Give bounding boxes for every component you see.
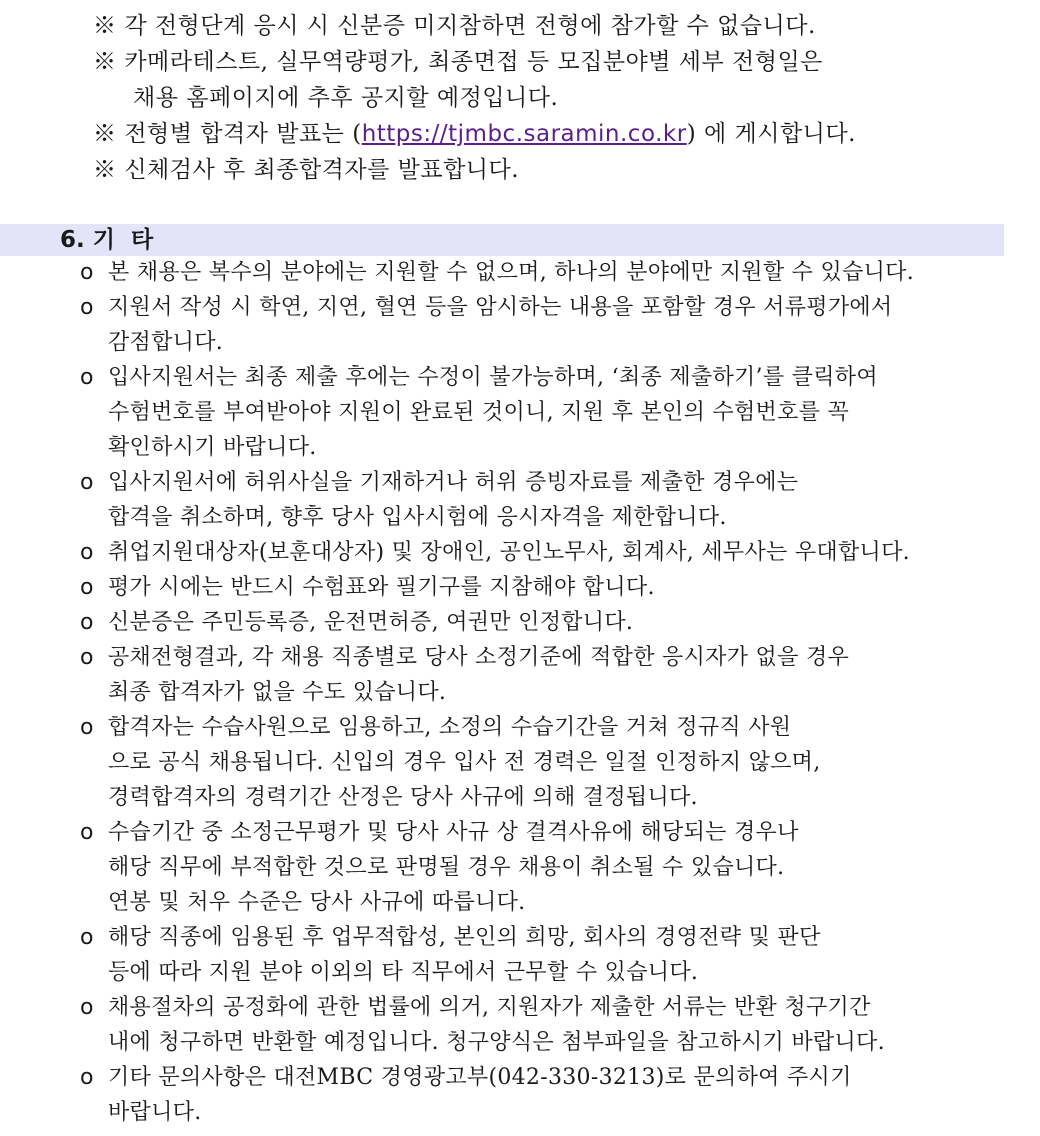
item-text-line: 입사지원서는 최종 제출 후에는 수정이 불가능하며, ‘최종 제출하기’를 클릭하여 — [108, 365, 878, 390]
other-items-list — [80, 255, 1030, 1130]
list-item — [80, 570, 1030, 605]
list-item — [80, 815, 1030, 920]
item-text-line: 연봉 및 처우 수준은 당사 사규에 따릅니다. — [108, 890, 526, 915]
list-item — [80, 640, 1030, 710]
item-text-line: 확인하시기 바랍니다. — [108, 435, 317, 460]
notice-notes — [93, 8, 1013, 188]
item-text-line: 으로 공식 채용됩니다. 신입의 경우 입사 전 경력은 일절 인정하지 않으며, — [108, 750, 821, 775]
section-title: 6. 기 타 — [60, 227, 154, 253]
list-item — [80, 710, 1030, 815]
bullet-mark: o — [80, 575, 94, 600]
item-text-line: 감점합니다. — [108, 330, 224, 355]
item-text-line: 수습기간 중 소정근무평가 및 당사 사규 상 결격사유에 해당되는 경우나 — [108, 820, 799, 845]
note-line — [93, 152, 1013, 188]
item-text-line: 기타 문의사항은 대전MBC 경영광고부(042-330-3213)로 문의하여 주시기 — [108, 1065, 852, 1090]
note-mark: ※ — [93, 157, 125, 183]
note-line — [93, 116, 1013, 152]
bullet-mark: o — [80, 610, 94, 635]
list-item — [80, 920, 1030, 990]
bullet-mark: o — [80, 260, 94, 285]
section-header — [0, 224, 1004, 256]
bullet-mark: o — [80, 925, 94, 950]
note-mark: ※ — [93, 121, 125, 147]
note-text: 신체검사 후 최종합격자를 발표합니다. — [124, 157, 520, 183]
recruitment-site-link[interactable]: https://tjmbc.saramin.co.kr — [361, 121, 687, 147]
note-line — [93, 8, 1013, 44]
item-text-line: 취업지원대상자(보훈대상자) 및 장애인, 공인노무사, 회계사, 세무사는 우대합니다. — [108, 540, 910, 565]
note-text: 채용 홈페이지에 추후 공지할 예정입니다. — [133, 85, 559, 111]
item-text-line: 경력합격자의 경력기간 산정은 당사 사규에 의해 결정됩니다. — [108, 785, 698, 810]
bullet-mark: o — [80, 995, 94, 1020]
list-item — [80, 255, 1030, 290]
item-text-line: 내에 청구하면 반환할 예정입니다. 청구양식은 첨부파일을 참고하시기 바랍니다. — [108, 1030, 885, 1055]
bullet-mark: o — [80, 715, 94, 740]
list-item — [80, 535, 1030, 570]
item-text-line: 합격자는 수습사원으로 임용하고, 소정의 수습기간을 거쳐 정규직 사원 — [108, 715, 792, 740]
item-text-line: 등에 따라 지원 분야 이외의 타 직무에서 근무할 수 있습니다. — [108, 960, 699, 985]
item-text-line: 입사지원서에 허위사실을 기재하거나 허위 증빙자료를 제출한 경우에는 — [108, 470, 799, 495]
list-item — [80, 990, 1030, 1060]
item-text-line: 지원서 작성 시 학연, 지연, 혈연 등을 암시하는 내용을 포함할 경우 서류평가에서 — [108, 295, 893, 320]
item-text-line: 해당 직무에 부적합한 것으로 판명될 경우 채용이 취소될 수 있습니다. — [108, 855, 785, 880]
list-item — [80, 290, 1030, 360]
note-line — [93, 44, 1013, 80]
bullet-mark: o — [80, 645, 94, 670]
item-text-line: 공채전형결과, 각 채용 직종별로 당사 소정기준에 적합한 응시자가 없을 경우 — [108, 645, 850, 670]
bullet-mark: o — [80, 365, 94, 390]
bullet-mark: o — [80, 295, 94, 320]
note-mark: ※ — [93, 49, 125, 75]
item-text-line: 합격을 취소하며, 향후 당사 입사시험에 응시자격을 제한합니다. — [108, 505, 727, 530]
item-text-line: 채용절차의 공정화에 관한 법률에 의거, 지원자가 제출한 서류는 반환 청구기간 — [108, 995, 871, 1020]
list-item — [80, 360, 1030, 465]
note-text: 전형별 합격자 발표는 ( — [124, 121, 362, 147]
note-line — [93, 80, 1013, 116]
bullet-mark: o — [80, 540, 94, 565]
item-text-line: 바랍니다. — [108, 1100, 202, 1125]
bullet-mark: o — [80, 470, 94, 495]
item-text-line: 본 채용은 복수의 분야에는 지원할 수 없으며, 하나의 분야에만 지원할 수 있습니다. — [108, 260, 915, 285]
note-text: 카메라테스트, 실무역량평가, 최종면접 등 모집분야별 세부 전형일은 — [124, 49, 823, 75]
list-item — [80, 1060, 1030, 1130]
list-item — [80, 605, 1030, 640]
bullet-mark: o — [80, 820, 94, 845]
item-text-line: 최종 합격자가 없을 수도 있습니다. — [108, 680, 447, 705]
list-item — [80, 465, 1030, 535]
item-text-line: 수험번호를 부여받아야 지원이 완료된 것이니, 지원 후 본인의 수험번호를 꼭 — [108, 400, 850, 425]
item-text-line: 평가 시에는 반드시 수험표와 필기구를 지참해야 합니다. — [108, 575, 655, 600]
note-text: 각 전형단계 응시 시 신분증 미지참하면 전형에 참가할 수 없습니다. — [124, 13, 816, 39]
note-text: ) 에 게시합니다. — [686, 121, 856, 147]
item-text-line: 신분증은 주민등록증, 운전면허증, 여권만 인정합니다. — [108, 610, 634, 635]
item-text-line: 해당 직종에 임용된 후 업무적합성, 본인의 희망, 회사의 경영전략 및 판단 — [108, 925, 821, 950]
note-mark: ※ — [93, 13, 125, 39]
bullet-mark: o — [80, 1065, 94, 1090]
